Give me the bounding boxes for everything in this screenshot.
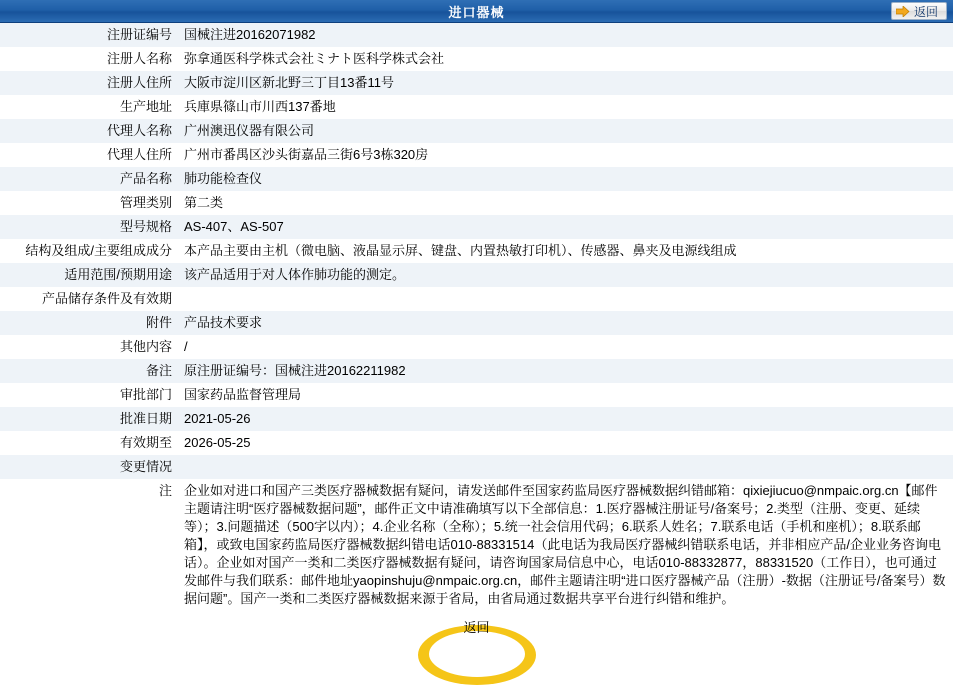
row-label: 有效期至 [0, 431, 178, 455]
table-row [0, 287, 953, 311]
row-value: 2021-05-26 [178, 407, 953, 431]
table-row [0, 191, 953, 215]
back-button[interactable] [891, 2, 947, 20]
row-label: 适用范围/预期用途 [0, 263, 178, 287]
row-label: 变更情况 [0, 455, 178, 479]
footer-bar [0, 611, 953, 655]
row-label: 代理人名称 [0, 119, 178, 143]
note-label: 注 [0, 479, 178, 611]
row-label: 备注 [0, 359, 178, 383]
row-value: 第二类 [178, 191, 953, 215]
row-value: 2026-05-25 [178, 431, 953, 455]
table-row [0, 407, 953, 431]
table-row [0, 167, 953, 191]
row-label: 批准日期 [0, 407, 178, 431]
table-row [0, 119, 953, 143]
row-value: 该产品适用于对人体作肺功能的测定。 [178, 263, 953, 287]
row-label: 产品名称 [0, 167, 178, 191]
table-row [0, 239, 953, 263]
window-titlebar [0, 0, 953, 23]
row-label: 管理类别 [0, 191, 178, 215]
row-value: 弥拿通医科学株式会社ミナト医科学株式会社 [178, 47, 953, 71]
table-row [0, 143, 953, 167]
row-label: 附件 [0, 311, 178, 335]
table-row [0, 215, 953, 239]
table-row [0, 71, 953, 95]
table-row [0, 359, 953, 383]
registration-info-table [0, 23, 953, 611]
row-label: 注册人名称 [0, 47, 178, 71]
row-label: 注册人住所 [0, 71, 178, 95]
row-value: 原注册证编号：国械注进20162211982 [178, 359, 953, 383]
table-row [0, 335, 953, 359]
row-label: 产品储存条件及有效期 [0, 287, 178, 311]
table-row [0, 455, 953, 479]
back-arrow-icon [896, 6, 910, 17]
row-label: 代理人住所 [0, 143, 178, 167]
row-value: 广州澳迅仪器有限公司 [178, 119, 953, 143]
row-value: 兵庫県篠山市川西137番地 [178, 95, 953, 119]
footer-back-button[interactable]: 返回 [463, 620, 490, 635]
row-value [178, 287, 953, 311]
table-row [0, 431, 953, 455]
row-label: 注册证编号 [0, 23, 178, 47]
row-value: 肺功能检查仪 [178, 167, 953, 191]
table-row [0, 263, 953, 287]
row-value: 产品技术要求 [178, 311, 953, 335]
row-value: 广州市番禺区沙头街嘉品三街6号3栋320房 [178, 143, 953, 167]
back-button-label: 返回 [914, 4, 939, 19]
row-label: 型号规格 [0, 215, 178, 239]
row-value [178, 455, 953, 479]
row-value: 本产品主要由主机（微电脑、液晶显示屏、键盘、内置热敏打印机）、传感器、鼻夹及电源线组成 [178, 239, 953, 263]
page-title: 进口器械 [448, 4, 505, 20]
table-row [0, 383, 953, 407]
row-value: 大阪市淀川区新北野三丁目13番11号 [178, 71, 953, 95]
table-row [0, 23, 953, 47]
row-value: AS-407、AS-507 [178, 215, 953, 239]
note-text: 企业如对进口和国产三类医疗器械数据有疑问，请发送邮件至国家药监局医疗器械数据纠错邮箱：qixiejiucuo@nmpaic.org.cn【邮件主题请注明“医疗器械数据问题”，邮件正文中请准确填写以下全部信息：1.医疗器械注册证号/备案号；2.类型（注册、变更、延续等）；3.问题描述（500字以内）；4.企业名称（全称）；5.统一社会信用代码；6.联系人姓名；7.联系电话（手机和座机）；8.联系邮箱】，或致电国家药监局医疗器械数据纠错电话010-88331514（此电话为我局医疗器械纠错联系电话，并非相应产品/企业业务咨询电话）。企业如对国产一类和二类医疗器械数据有疑问，请咨询国家局信息中心，电话010-88332877，88331520（工作日），也可通过发邮件与我们联系：邮件地址yaopinshuju@nmpaic.org.cn，邮件主题请注明“进口医疗器械产品（注册）-数据（注册证号/备案号）数据问题”。国产一类和二类医疗器械数据来源于省局，由省局通过数据共享平台进行纠错和维护。 [178, 479, 953, 611]
row-value: / [178, 335, 953, 359]
row-label: 其他内容 [0, 335, 178, 359]
row-value: 国家药品监督管理局 [178, 383, 953, 407]
row-label: 审批部门 [0, 383, 178, 407]
note-row [0, 479, 953, 611]
table-row [0, 95, 953, 119]
table-row [0, 47, 953, 71]
table-row [0, 311, 953, 335]
row-value: 国械注进20162071982 [178, 23, 953, 47]
row-label: 生产地址 [0, 95, 178, 119]
row-label: 结构及组成/主要组成成分 [0, 239, 178, 263]
